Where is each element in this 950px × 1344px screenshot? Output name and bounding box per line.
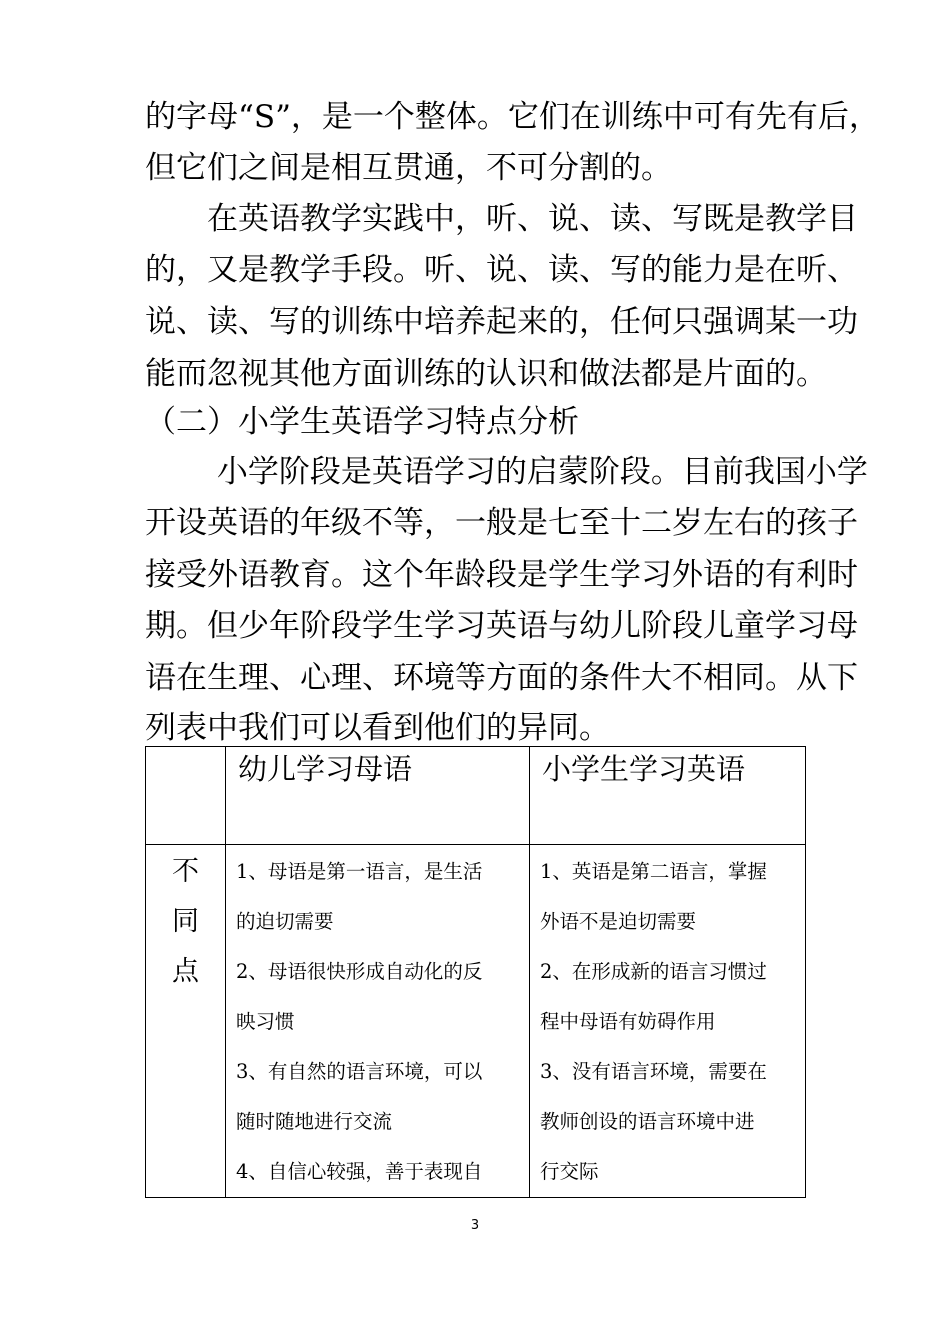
table-header-pupil-english <box>530 747 806 845</box>
list-item: 行交际 <box>540 1160 599 1183</box>
section-heading: （二）小学生英语学习特点分析 <box>145 404 579 440</box>
list-item: 1、英语是第二语言，掌握 <box>540 860 767 883</box>
list-item: 教师创设的语言环境中进 <box>540 1110 755 1133</box>
table-header-empty <box>146 747 226 845</box>
row-label-char: 不 <box>172 856 199 887</box>
list-item: 3、没有语言环境，需要在 <box>540 1060 767 1083</box>
list-item: 3、有自然的语言环境，可以 <box>236 1060 483 1083</box>
list-item: 外语不是迫切需要 <box>540 910 697 933</box>
list-item: 2、在形成新的语言习惯过 <box>540 960 767 983</box>
list-item: 的迫切需要 <box>236 910 334 933</box>
text-line: 在英语教学实践中，听、说、读、写既是教学目 <box>145 201 858 237</box>
row-label-char: 同 <box>172 906 199 937</box>
table-header-row <box>146 747 806 845</box>
header-label: 小学生学习英语 <box>542 752 746 786</box>
row-label-differences <box>146 845 226 1198</box>
header-label: 幼儿学习母语 <box>238 752 413 786</box>
table-header-child-native <box>226 747 530 845</box>
table-row-differences <box>146 845 806 1198</box>
list-item: 程中母语有妨碍作用 <box>540 1010 716 1033</box>
text-line: 期。但少年阶段学生学习英语与幼儿阶段儿童学习母 <box>145 608 858 644</box>
text-line: 但它们之间是相互贯通，不可分割的。 <box>145 150 672 186</box>
page-number: 3 <box>470 1218 480 1233</box>
text-line: 的，又是教学手段。听、说、读、写的能力是在听、 <box>145 252 858 288</box>
list-item: 2、母语很快形成自动化的反 <box>236 960 483 983</box>
text-line: 开设英语的年级不等，一般是七至十二岁左右的孩子 <box>145 505 858 541</box>
text-line: 能而忽视其他方面训练的认识和做法都是片面的。 <box>145 356 827 392</box>
child-differences-cell <box>226 845 530 1198</box>
list-item: 1、母语是第一语言，是生活 <box>236 860 483 883</box>
list-item: 映习惯 <box>236 1010 295 1033</box>
text-line: 语在生理、心理、环境等方面的条件大不相同。从下 <box>145 660 858 696</box>
pupil-differences-cell <box>530 845 806 1198</box>
row-label-char: 点 <box>172 956 199 987</box>
comparison-table <box>145 746 806 1198</box>
text-line: 列表中我们可以看到他们的异同。 <box>145 710 610 746</box>
list-item: 4、自信心较强，善于表现自 <box>236 1160 483 1183</box>
text-line: 的字母“S”，是一个整体。它们在训练中可有先有后， <box>145 99 880 135</box>
text-line: 小学阶段是英语学习的启蒙阶段。目前我国小学 <box>145 454 868 490</box>
text-line: 接受外语教育。这个年龄段是学生学习外语的有利时 <box>145 557 858 593</box>
list-item: 随时随地进行交流 <box>236 1110 393 1133</box>
text-line: 说、读、写的训练中培养起来的，任何只强调某一功 <box>145 304 858 340</box>
